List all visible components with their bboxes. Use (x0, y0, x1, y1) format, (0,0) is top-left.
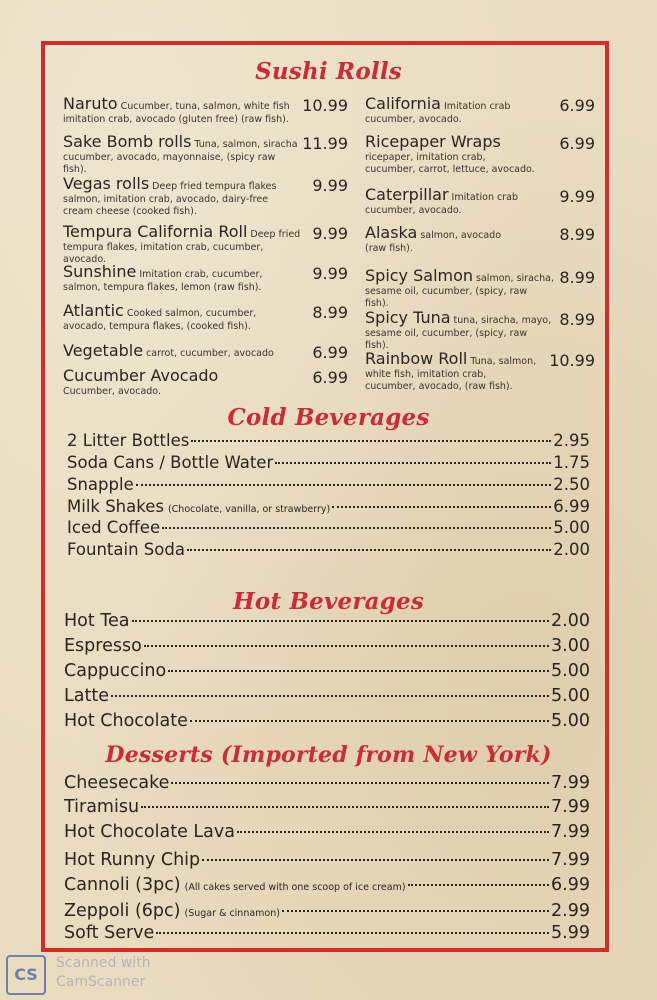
cold-beverage-row (67, 497, 590, 516)
hot-beverage-row (64, 611, 590, 631)
dotted-leader (132, 620, 550, 622)
sushi-item-details: cucumber, avocado. (365, 114, 462, 125)
hot-beverage-row-name: Hot Chocolate (64, 711, 188, 731)
sushi-item-details: tempura flakes, imitation crab, cucumber, avocado. (63, 242, 264, 265)
cold-beverage-row-price: 2.50 (553, 475, 590, 494)
sushi-item-desc: salmon, siracha, (476, 273, 554, 284)
dotted-leader (187, 549, 551, 551)
cold-beverage-row-name: Fountain Soda (67, 540, 185, 559)
sushi-item-name-row (63, 303, 256, 319)
sushi-item-desc: Cucumber, tuna, salmon, white fish (120, 101, 290, 112)
dotted-leader (191, 440, 551, 442)
cold-beverage-row (67, 475, 590, 494)
sushi-item-name: Spicy Tuna (365, 308, 451, 327)
sushi-item-price: 10.99 (302, 96, 348, 115)
cold-beverage-row-name: Milk Shakes (67, 497, 164, 516)
sushi-item-details: sesame oil, cucumber, (spicy, raw fish). (365, 286, 528, 309)
dessert-row-price: 7.99 (551, 850, 590, 870)
dotted-leader (202, 859, 549, 861)
sushi-item-details: salmon, tempura flakes, lemon (raw fish). (63, 282, 262, 293)
cold-beverage-row-name: Soda Cans / Bottle Water (67, 453, 274, 472)
cold-beverage-row-price: 1.75 (553, 453, 590, 472)
dotted-leader (156, 932, 549, 934)
dessert-row (64, 773, 590, 793)
sushi-item-desc: Imitation crab (451, 192, 518, 203)
sushi-item-details: ricepaper, imitation crab, cucumber, carrot, lettuce, avocado. (365, 152, 535, 175)
dessert-row-note: (Sugar & cinnamon) (184, 908, 280, 919)
sushi-item-price: 9.99 (312, 224, 348, 243)
sushi-item-price: 6.99 (559, 134, 595, 153)
sushi-item-details: cucumber, avocado, mayonnaise, (spicy raw fish). (63, 152, 276, 175)
sushi-item-details: Cucumber, avocado. (63, 386, 161, 397)
dotted-leader (168, 670, 549, 672)
dessert-row-note: (All cakes served with one scoop of ice cream) (184, 882, 406, 893)
sushi-item-price: 6.99 (312, 368, 348, 387)
cold-beverage-row (67, 540, 590, 559)
sushi-item-desc: Tuna, salmon, siracha (194, 139, 298, 150)
sushi-item-desc: Deep fried tempura flakes (152, 181, 277, 192)
dotted-leader (162, 527, 551, 529)
dotted-leader (282, 910, 549, 912)
sushi-item-name: Sake Bomb rolls (63, 132, 192, 151)
sushi-item-price: 8.99 (312, 303, 348, 322)
hot-beverage-row-price: 5.00 (551, 661, 590, 681)
sushi-item-name-row (63, 176, 276, 192)
sushi-item-desc: Imitation crab (443, 101, 511, 112)
sushi-item-name-row (63, 224, 300, 240)
sushi-item-name: Spicy Salmon (365, 266, 474, 285)
hot-beverages-heading: Hot Beverages (232, 588, 425, 615)
sushi-item-details: avocado, tempura flakes, (cooked fish). (63, 321, 251, 332)
sushi-item-desc: Deep fried (250, 229, 301, 240)
cold-beverage-row-price: 2.95 (553, 431, 590, 450)
sushi-item-name: Tempura California Roll (63, 222, 248, 241)
sushi-item-price: 10.99 (549, 351, 595, 370)
hot-beverage-row (64, 636, 590, 656)
sushi-item-desc: tuna, siracha, mayo, (453, 315, 552, 326)
dessert-row-price: 6.99 (551, 875, 590, 895)
hot-beverage-row-name: Hot Tea (64, 611, 130, 631)
cold-beverage-row (67, 518, 590, 537)
sushi-item-name-row (63, 96, 290, 112)
cold-beverage-row-name: Snapple (67, 475, 134, 494)
hot-beverage-row (64, 686, 590, 706)
cold-beverage-row (67, 453, 590, 472)
sushi-item-name-row (365, 187, 518, 203)
sushi-item-name-row (365, 96, 510, 112)
hot-beverage-row-price: 5.00 (551, 686, 590, 706)
hot-beverage-row-name: Cappuccino (64, 661, 167, 681)
sushi-item-details: imitation crab, avocado (gluten free) (raw fish). (63, 114, 289, 125)
sushi-item-name: Ricepaper Wraps (365, 132, 501, 151)
cold-beverage-row-price: 2.00 (553, 540, 590, 559)
sushi-item-name: Vegetable (63, 341, 144, 360)
hot-beverage-row (64, 661, 590, 681)
dessert-row-price: 7.99 (551, 773, 590, 793)
sushi-item-name: Atlantic (63, 301, 124, 320)
hot-beverage-row-price: 3.00 (551, 636, 590, 656)
cold-beverage-row-name: Iced Coffee (67, 518, 161, 537)
dessert-row (64, 797, 590, 817)
dessert-row-name: Hot Runny Chip (64, 850, 201, 870)
sushi-item-desc: Imitation crab, cucumber, (139, 269, 263, 280)
sushi-item-details: salmon, imitation crab, avocado, dairy-free cream cheese (cooked fish). (63, 194, 269, 217)
hot-beverage-row-name: Latte (64, 686, 109, 706)
dessert-row-name: Cheesecake (64, 773, 170, 793)
sushi-item-name-row (63, 368, 218, 384)
sushi-item-name: Caterpillar (365, 185, 449, 204)
sushi-item-price: 8.99 (559, 225, 595, 244)
dessert-row-price: 2.99 (551, 901, 590, 921)
sushi-item-name-row (365, 268, 554, 284)
dotted-leader (111, 695, 549, 697)
cold-beverages-heading: Cold Beverages (227, 404, 430, 431)
dessert-row-name: Zeppoli (6pc) (64, 901, 181, 921)
dotted-leader (190, 720, 549, 722)
scanned-with-text: Scanned with (56, 955, 151, 971)
hot-beverage-row (64, 711, 590, 731)
sushi-item-name-row (365, 225, 501, 241)
dessert-row-name: Tiramisu (64, 797, 140, 817)
cold-beverage-row-price: 6.99 (553, 497, 590, 516)
sushi-item-name: Sunshine (63, 262, 137, 281)
dessert-row (64, 822, 590, 842)
dotted-leader (408, 884, 549, 886)
cold-beverage-row-note: (Chocolate, vanilla, or strawberry) (167, 504, 331, 515)
sushi-item-name: Naruto (63, 94, 118, 113)
sushi-item-price: 9.99 (312, 176, 348, 195)
sushi-item-desc: Tuna, salmon, (470, 356, 537, 367)
sushi-item-name: Cucumber Avocado (63, 366, 219, 385)
sushi-item-name-row (63, 264, 262, 280)
sushi-item-price: 9.99 (312, 264, 348, 283)
camscanner-text: CamScanner (56, 974, 146, 990)
sushi-item-name-row (365, 310, 551, 326)
sushi-item-price: 8.99 (559, 310, 595, 329)
hot-beverage-row-price: 5.00 (551, 711, 590, 731)
dotted-leader (332, 506, 551, 508)
dessert-row-price: 7.99 (551, 822, 590, 842)
dotted-leader (171, 782, 549, 784)
desserts-heading: Desserts (Imported from New York) (105, 742, 552, 768)
sushi-item-price: 8.99 (559, 268, 595, 287)
sushi-item-desc: Cooked salmon, cucumber, (126, 308, 257, 319)
sushi-item-details: white fish, imitation crab, cucumber, avocado, (raw fish). (365, 369, 513, 392)
sushi-item-price: 11.99 (302, 134, 348, 153)
camscanner-logo: CS (6, 955, 46, 995)
dotted-leader (136, 484, 552, 486)
sushi-item-name: Rainbow Roll (365, 349, 468, 368)
dotted-leader (275, 462, 551, 464)
dotted-leader (141, 806, 549, 808)
sushi-item-price: 9.99 (559, 187, 595, 206)
dessert-row-name: Cannoli (3pc) (64, 875, 181, 895)
hot-beverage-row-price: 2.00 (551, 611, 590, 631)
dessert-row (64, 923, 590, 943)
dessert-row (64, 875, 590, 895)
dessert-row (64, 850, 590, 870)
sushi-item-price: 6.99 (559, 96, 595, 115)
sushi-item-price: 6.99 (312, 343, 348, 362)
cold-beverage-row-price: 5.00 (553, 518, 590, 537)
sushi-item-name-row (63, 134, 298, 150)
cold-beverage-row-name: 2 Litter Bottles (67, 431, 190, 450)
sushi-item-details: cucumber, avocado. (365, 205, 462, 216)
cold-beverage-row (67, 431, 590, 450)
sushi-item-desc: carrot, cucumber, avocado (146, 348, 274, 359)
sushi-item-name-row (365, 351, 536, 367)
dessert-row-name: Soft Serve (64, 923, 155, 943)
dessert-row-price: 5.99 (551, 923, 590, 943)
dotted-leader (144, 645, 549, 647)
sushi-item-name: Alaska (365, 223, 418, 242)
sushi-item-details: sesame oil, cucumber, (spicy, raw fish). (365, 328, 528, 351)
sushi-item-name: California (365, 94, 441, 113)
sushi-item-details: (raw fish). (365, 243, 413, 254)
dessert-row (64, 901, 590, 921)
hot-beverage-row-name: Espresso (64, 636, 142, 656)
sushi-item-name-row (63, 343, 274, 359)
dessert-row-name: Hot Chocolate Lava (64, 822, 235, 842)
sushi-item-desc: salmon, avocado (420, 230, 502, 241)
dessert-row-price: 7.99 (551, 797, 590, 817)
sushi-item-name-row (365, 134, 501, 150)
sushi-item-name: Vegas rolls (63, 174, 150, 193)
sushi-heading: Sushi Rolls (255, 58, 402, 85)
dotted-leader (237, 831, 549, 833)
